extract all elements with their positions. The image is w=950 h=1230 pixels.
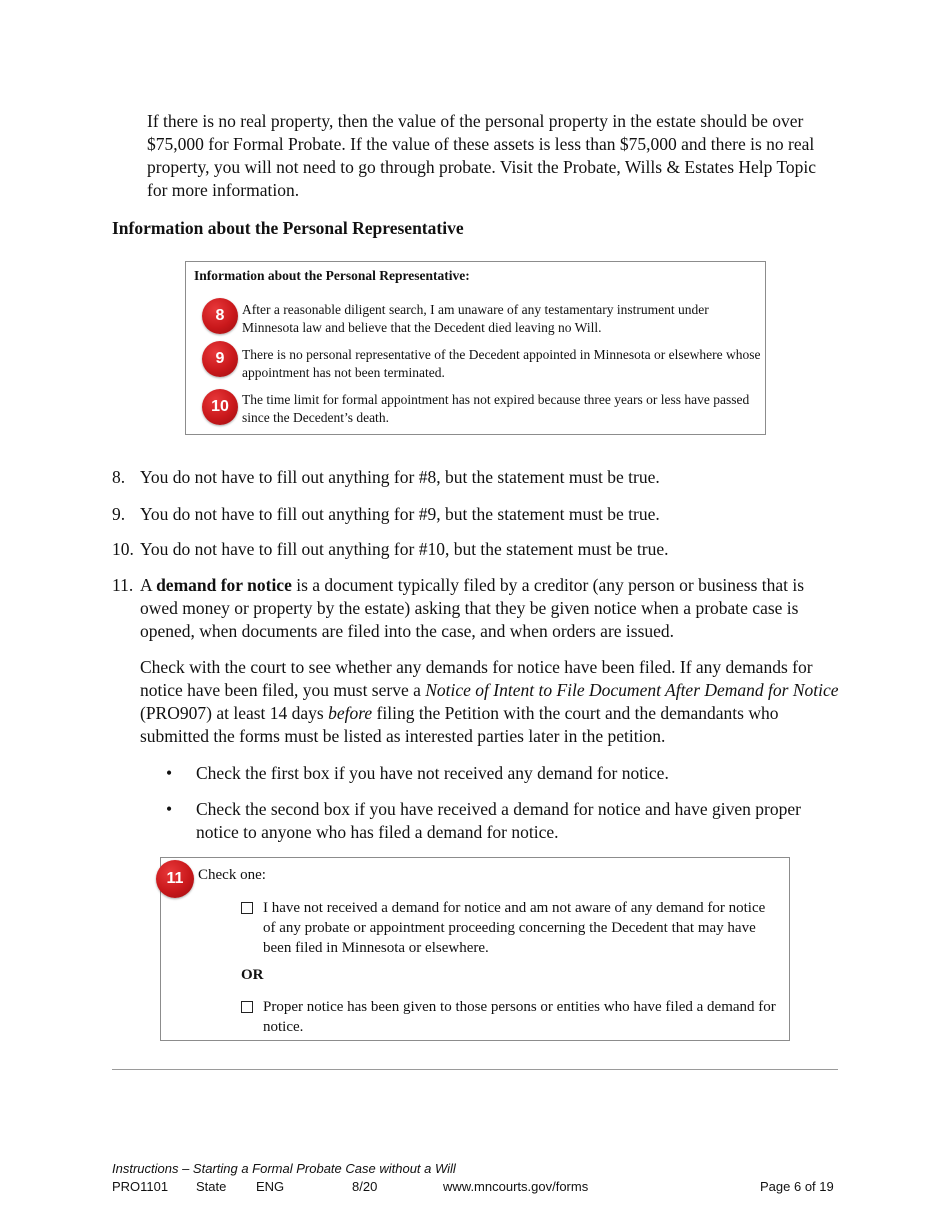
bullet-text: Check the first box if you have not received any demand for notice. [196,763,669,783]
footer-divider [112,1069,838,1070]
form-statement-10: The time limit for formal appointment has not expired because three years or less have passed since the Decedent’s death. [242,392,750,425]
instruction-item-10 [112,538,842,561]
checkbox-option-no-demand[interactable] [241,898,781,958]
step-badge-8: 8 [202,298,238,334]
bullet-icon: • [166,799,173,819]
instruction-text: You do not have to fill out anything for #8, but the statement must be true. [140,467,660,487]
footer-jurisdiction: State [196,1179,227,1194]
bullet-item [166,762,806,785]
footer-website: www.mncourts.gov/forms [443,1179,589,1194]
instruction-item-8 [112,466,842,489]
checkbox-icon[interactable] [241,902,253,914]
bullet-item [166,798,806,844]
defined-term: demand for notice [156,575,292,595]
bullet-icon: • [166,763,173,783]
text-run: (PRO907) at least 14 days [140,703,329,723]
emphasis: before [328,703,373,723]
text-run: is a document typically filed by a creditor (any person or business that is owed money or property by the estate) asking that they be given notice when a probate case is opened, when documents are filed into the case, and when orders are issued. [140,575,805,641]
checkbox-label: I have not received a demand for notice and am not aware of any demand for notice of any probate or appointment proceeding concerning the Decedent that may have been filed in Minnesota or elsewhere. [263,900,766,956]
instruction-number: 8. [112,467,126,487]
footer-page-number: Page 6 of 19 [760,1179,834,1194]
footer-language: ENG [256,1179,285,1194]
instruction-number: 10. [112,539,134,559]
instruction-item-11 [112,574,842,643]
section-heading: Information about the Personal Representative [112,218,464,238]
form-excerpt-check-one [160,857,790,1041]
text-run: filing the Petition with the court and the demandants who submitted the forms must be listed as interested parties later in the petition. [140,703,779,746]
footer-revision: 8/20 [352,1179,378,1194]
checkbox-label: Proper notice has been given to those persons or entities who have filed a demand for notice. [263,999,776,1035]
form-statement-8: After a reasonable diligent search, I am unaware of any testamentary instrument under Minnesota law and believe that the Decedent died leaving no Will. [242,302,709,335]
instruction-item-9 [112,503,842,526]
instruction-text: You do not have to fill out anything for #10, but the statement must be true. [140,539,669,559]
form-excerpt-title: Information about the Personal Representative: [194,268,470,283]
checkbox-icon[interactable] [241,1001,253,1013]
text-run: Check with the court to see whether any demands for notice have been filed. If any demands for notice have been filed, you must serve a [140,657,813,700]
instruction-number: 11. [112,575,134,595]
instruction-text [140,574,842,643]
step-badge-11: 11 [156,860,194,898]
form-title-reference: Notice of Intent to File Document After Demand for Notice [425,680,839,700]
form-excerpt-personal-representative [185,261,766,435]
or-separator: OR [241,967,264,983]
instruction-text: You do not have to fill out anything for #9, but the statement must be true. [140,504,660,524]
instruction-number: 9. [112,504,126,524]
footer-title: Instructions – Starting a Formal Probate Case without a Will [112,1161,456,1176]
form-statement-9: There is no personal representative of the Decedent appointed in Minnesota or elsewhere whose appointment has not been terminated. [242,347,761,380]
text-run: A [140,575,157,595]
step-badge-10: 10 [202,389,238,425]
checkbox-option-notice-given[interactable] [241,997,781,1037]
step-badge-9: 9 [202,341,238,377]
check-one-label: Check one: [198,867,266,883]
bullet-text: Check the second box if you have received a demand for notice and have given proper notice to anyone who has filed a demand for notice. [196,799,801,842]
intro-paragraph: If there is no real property, then the value of the personal property in the estate should be over $75,000 for Formal Probate. If the value of these assets is less than $75,000 and there is no real property, you will not need to go through probate. Visit the Probate, Wills & Estates Help Topic for more information. [147,111,817,200]
demand-notice-paragraph [140,656,840,748]
footer-form-code: PRO1101 [112,1179,169,1194]
